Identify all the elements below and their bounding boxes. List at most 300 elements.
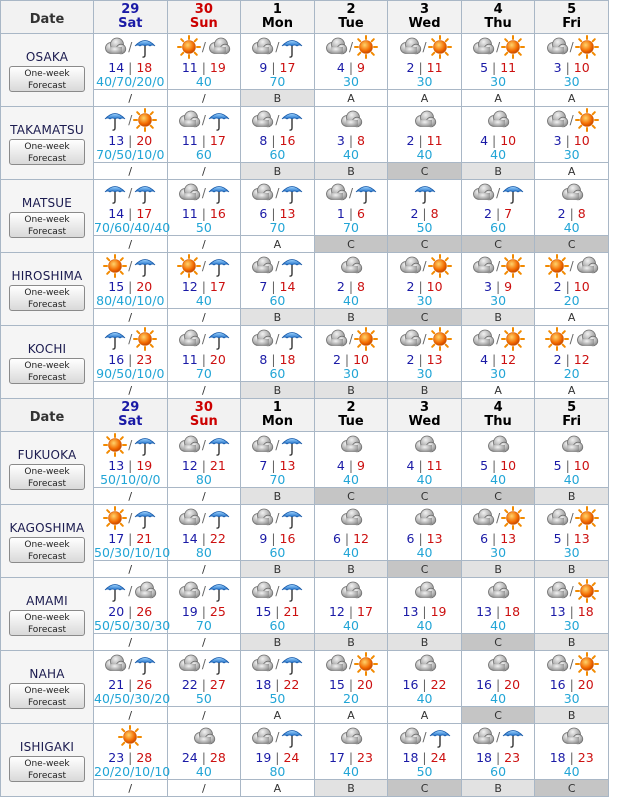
min-temperature: 14 — [181, 531, 198, 546]
reliability-cell: / — [94, 163, 168, 180]
temperature — [315, 352, 388, 367]
precipitation-probability: 40 — [563, 220, 580, 235]
min-temperature: 13 — [108, 458, 125, 473]
cloud-icon — [545, 580, 569, 602]
min-temperature: 5 — [553, 458, 562, 473]
max-temperature: 26 — [136, 677, 153, 692]
weather-icons — [535, 326, 608, 352]
precipitation-probability: 40/50/30/20 — [94, 691, 171, 706]
weather-icons — [388, 34, 461, 60]
icon-separator: / — [128, 113, 133, 127]
precipitation-probability: 40 — [195, 74, 212, 89]
day-forecast-cell — [94, 578, 171, 634]
reliability-cell: A — [461, 90, 535, 107]
reliability-cell: B — [535, 634, 609, 651]
weather-icons — [168, 578, 241, 604]
button-line-1: One-week — [24, 685, 70, 696]
day-forecast-cell — [94, 432, 168, 488]
region-name: NAHA — [29, 666, 65, 681]
temperature-separator: | — [418, 206, 431, 221]
one-week-forecast-button[interactable] — [9, 464, 85, 490]
max-temperature: 23 — [504, 750, 521, 765]
min-temperature: 4 — [336, 458, 345, 473]
region-row — [1, 180, 609, 236]
weather-icons — [462, 505, 535, 531]
day-forecast-cell — [241, 107, 315, 163]
one-week-forecast-button[interactable] — [9, 285, 85, 311]
umbrella-icon — [280, 579, 304, 603]
reliability-cell: C — [461, 707, 535, 724]
forecast-body — [1, 1, 609, 797]
umbrella-icon — [280, 327, 304, 351]
min-temperature: 18 — [476, 750, 492, 765]
precipitation-probability: 50 — [195, 691, 212, 706]
day-forecast-cell — [94, 253, 168, 309]
weather-icons — [315, 505, 388, 531]
day-forecast-cell — [314, 578, 388, 634]
cloud-icon — [339, 507, 363, 529]
button-line-2: Forecast — [27, 478, 67, 489]
min-temperature: 11 — [181, 206, 198, 221]
temperature-separator: | — [344, 750, 358, 765]
sun-icon — [575, 652, 599, 676]
icon-separator: / — [569, 40, 574, 54]
precipitation-probability: 30 — [490, 366, 507, 381]
temperature-separator: | — [414, 60, 427, 75]
day-forecast-cell — [461, 724, 535, 780]
cloud-icon — [560, 182, 584, 204]
region-cell — [1, 253, 94, 326]
max-temperature: 21 — [209, 458, 226, 473]
reliability-cell: B — [314, 780, 388, 797]
weather-icons — [535, 651, 608, 677]
precipitation-probability: 30 — [563, 618, 580, 633]
reliability-cell: C — [388, 561, 462, 578]
precipitation-probability: 50/30/10/10 — [94, 545, 171, 560]
min-temperature: 17 — [328, 750, 345, 765]
weather-icons — [462, 326, 535, 352]
sun-icon — [133, 327, 157, 351]
temperature — [388, 60, 461, 75]
max-temperature: 24 — [430, 750, 447, 765]
weather-icons — [462, 578, 535, 604]
reliability-cell: B — [461, 309, 535, 326]
reliability-cell: / — [167, 163, 241, 180]
one-week-forecast-button[interactable] — [9, 66, 85, 92]
sun-icon — [354, 327, 378, 351]
day-forecast-cell — [167, 107, 241, 163]
temperature — [315, 206, 388, 221]
one-week-forecast-button[interactable] — [9, 756, 85, 782]
max-temperature: 13 — [279, 458, 296, 473]
day-forecast-cell — [94, 651, 171, 707]
icon-separator: / — [422, 332, 427, 346]
day-forecast-cell — [535, 326, 609, 382]
cloud-icon — [398, 255, 422, 277]
day-forecast-cell — [241, 578, 315, 634]
reliability-cell: C — [388, 780, 462, 797]
weather-icons — [241, 34, 314, 60]
precipitation-probability: 40 — [563, 764, 580, 779]
weather-icons — [535, 505, 608, 531]
reliability-cell: C — [388, 309, 462, 326]
reliability-cell: / — [94, 236, 168, 253]
temperature — [241, 458, 314, 473]
min-temperature: 16 — [108, 352, 125, 367]
cloud-icon — [177, 580, 201, 602]
temperature — [388, 531, 461, 546]
temperature — [94, 531, 167, 546]
day-forecast-cell — [535, 724, 609, 780]
temperature — [535, 60, 608, 75]
cloud-icon — [575, 328, 599, 350]
max-temperature: 12 — [353, 531, 369, 546]
weather-icons — [535, 432, 608, 458]
cloud-icon — [560, 726, 584, 748]
date-column-header — [241, 1, 315, 34]
day-forecast-cell — [461, 34, 535, 90]
sun-icon — [545, 327, 569, 351]
weather-icons — [315, 326, 388, 352]
weather-icons — [315, 724, 388, 750]
icon-separator: / — [275, 40, 280, 54]
weather-icons — [94, 505, 167, 531]
temperature-separator: | — [418, 750, 431, 765]
umbrella-icon — [207, 652, 231, 676]
umbrella-icon — [501, 725, 525, 749]
date-number: 29 — [121, 400, 140, 415]
temperature — [535, 279, 608, 294]
precipitation-probability: 70/50/10/0 — [96, 147, 165, 162]
weather-icons — [462, 253, 535, 279]
min-temperature: 18 — [549, 750, 566, 765]
cloud-icon — [324, 182, 348, 204]
icon-separator: / — [201, 438, 206, 452]
min-temperature: 13 — [476, 604, 492, 619]
weather-icons — [94, 253, 167, 279]
precipitation-probability: 80 — [195, 545, 212, 560]
max-temperature: 16 — [279, 133, 296, 148]
max-temperature: 10 — [353, 352, 369, 367]
reliability-cell: / — [167, 488, 241, 505]
precipitation-probability: 80 — [269, 764, 286, 779]
umbrella-icon — [280, 254, 304, 278]
temperature-separator: | — [561, 60, 574, 75]
min-temperature: 3 — [553, 133, 562, 148]
reliability-cell: B — [241, 488, 315, 505]
max-temperature: 20 — [357, 677, 373, 692]
weekday-name: Thu — [484, 414, 512, 429]
reliability-cell: B — [241, 90, 315, 107]
reliability-cell: A — [461, 382, 535, 399]
min-temperature: 18 — [255, 677, 272, 692]
temperature — [388, 458, 461, 473]
date-number: 30 — [194, 2, 213, 17]
temperature — [168, 604, 241, 619]
region-row — [1, 432, 609, 488]
temperature-separator: | — [124, 604, 137, 619]
precipitation-probability: 30 — [490, 293, 507, 308]
weather-icons — [462, 651, 535, 677]
weather-icons — [462, 34, 535, 60]
temperature-separator: | — [418, 677, 431, 692]
cloud-icon — [413, 653, 437, 675]
button-line-1: One-week — [24, 287, 70, 298]
weather-icons — [94, 34, 167, 60]
region-cell — [1, 578, 94, 651]
icon-separator: / — [569, 113, 574, 127]
temperature-separator: | — [124, 60, 137, 75]
reliability-cell: C — [388, 236, 462, 253]
date-header-row — [1, 1, 609, 34]
button-line-1: One-week — [24, 360, 70, 371]
min-temperature: 5 — [553, 531, 562, 546]
icon-separator: / — [201, 657, 206, 671]
day-forecast-cell — [241, 651, 315, 707]
min-temperature: 17 — [108, 531, 125, 546]
weather-icons — [388, 505, 461, 531]
min-temperature: 6 — [259, 206, 268, 221]
umbrella-icon — [133, 181, 157, 205]
day-forecast-cell — [167, 253, 241, 309]
min-temperature: 15 — [255, 604, 272, 619]
day-forecast-cell — [535, 432, 609, 488]
max-temperature: 10 — [426, 279, 443, 294]
region-row — [1, 34, 609, 90]
sun-icon — [177, 254, 201, 278]
temperature — [462, 133, 535, 148]
precipitation-probability: 40 — [416, 472, 433, 487]
min-temperature: 15 — [328, 677, 345, 692]
reliability-cell: C — [314, 236, 388, 253]
reliability-cell: / — [167, 780, 241, 797]
temperature — [168, 531, 241, 546]
one-week-forecast-button[interactable] — [9, 212, 85, 238]
button-line-1: One-week — [24, 758, 70, 769]
max-temperature: 18 — [504, 604, 521, 619]
day-forecast-cell — [388, 326, 462, 382]
cloud-icon — [339, 255, 363, 277]
min-temperature: 3 — [336, 133, 345, 148]
precipitation-probability: 60 — [269, 293, 286, 308]
one-week-forecast-button[interactable] — [9, 683, 85, 709]
region-cell — [1, 505, 94, 578]
temperature — [94, 60, 167, 75]
day-forecast-cell — [167, 34, 241, 90]
precipitation-probability: 70 — [195, 618, 212, 633]
temperature — [168, 133, 241, 148]
umbrella-icon — [103, 108, 127, 132]
reliability-cell: B — [314, 561, 388, 578]
reliability-cell: / — [167, 236, 241, 253]
cloud-icon — [250, 36, 274, 58]
temperature-separator: | — [414, 458, 427, 473]
min-temperature: 12 — [181, 279, 198, 294]
date-label: Date — [29, 11, 65, 27]
weather-icons — [94, 107, 167, 133]
max-temperature: 13 — [573, 531, 590, 546]
icon-separator: / — [496, 730, 501, 744]
icon-separator: / — [569, 657, 574, 671]
max-temperature: 22 — [430, 677, 447, 692]
region-row — [1, 651, 609, 707]
temperature — [168, 206, 241, 221]
precipitation-probability: 30 — [563, 74, 580, 89]
temperature-separator: | — [197, 352, 210, 367]
cloud-icon — [324, 328, 348, 350]
cloud-icon — [250, 328, 274, 350]
sun-icon — [118, 725, 142, 749]
day-forecast-cell — [461, 326, 535, 382]
cloud-icon — [471, 36, 495, 58]
reliability-cell: C — [388, 488, 462, 505]
day-forecast-cell — [314, 724, 388, 780]
reliability-cell: C — [314, 488, 388, 505]
max-temperature: 13 — [500, 531, 517, 546]
cloud-icon — [486, 109, 510, 131]
min-temperature: 14 — [108, 60, 125, 75]
max-temperature: 12 — [573, 352, 590, 367]
max-temperature: 17 — [209, 133, 226, 148]
max-temperature: 26 — [136, 604, 153, 619]
weekday-name: Tue — [338, 414, 364, 429]
sun-icon — [177, 35, 201, 59]
temperature-separator: | — [561, 531, 574, 546]
temperature — [535, 604, 608, 619]
temperature — [535, 352, 608, 367]
sun-icon — [501, 506, 525, 530]
precipitation-probability: 40 — [343, 472, 359, 487]
icon-separator: / — [348, 40, 353, 54]
cloud-icon — [103, 653, 127, 675]
max-temperature: 18 — [136, 60, 153, 75]
weather-icons — [94, 578, 167, 604]
temperature — [94, 458, 167, 473]
precipitation-probability: 30 — [343, 366, 359, 381]
max-temperature: 8 — [357, 279, 365, 294]
day-forecast-cell — [241, 505, 315, 561]
temperature — [168, 60, 241, 75]
reliability-cell: A — [535, 163, 609, 180]
sun-icon — [501, 35, 525, 59]
weather-icons — [388, 326, 461, 352]
reliability-cell: A — [241, 236, 315, 253]
date-number: 4 — [493, 400, 503, 415]
reliability-cell: B — [388, 382, 462, 399]
min-temperature: 2 — [336, 279, 345, 294]
temperature — [315, 60, 388, 75]
weather-icons — [315, 253, 388, 279]
reliability-cell: A — [314, 90, 388, 107]
max-temperature: 13 — [279, 206, 296, 221]
weather-icons — [388, 724, 461, 750]
region-row — [1, 505, 609, 561]
temperature-separator: | — [492, 677, 505, 692]
temperature-separator: | — [271, 604, 284, 619]
icon-separator: / — [569, 259, 574, 273]
reliability-cell: / — [94, 309, 168, 326]
weekday-name: Fri — [562, 16, 582, 31]
one-week-forecast-button[interactable] — [9, 358, 85, 384]
weather-icons — [94, 432, 167, 458]
precipitation-probability: 30 — [563, 147, 580, 162]
region-row — [1, 107, 609, 163]
reliability-cell: B — [314, 163, 388, 180]
one-week-forecast-button[interactable] — [9, 139, 85, 165]
umbrella-icon — [103, 327, 127, 351]
precipitation-probability: 70 — [195, 366, 212, 381]
temperature-separator: | — [124, 458, 137, 473]
icon-separator: / — [496, 259, 501, 273]
temperature-separator: | — [267, 531, 280, 546]
min-temperature: 7 — [259, 458, 268, 473]
temperature — [94, 677, 167, 692]
reliability-cell: A — [388, 707, 462, 724]
max-temperature: 10 — [573, 133, 590, 148]
min-temperature: 22 — [181, 677, 198, 692]
precipitation-probability: 70 — [269, 74, 286, 89]
region-cell — [1, 180, 94, 253]
temperature-separator: | — [344, 279, 358, 294]
region-row — [1, 326, 609, 382]
temperature-separator: | — [267, 352, 280, 367]
date-column-header — [94, 1, 168, 34]
min-temperature: 2 — [406, 279, 415, 294]
temperature-separator: | — [344, 604, 358, 619]
precipitation-probability: 40 — [416, 147, 433, 162]
max-temperature: 7 — [504, 206, 513, 221]
day-forecast-cell — [535, 107, 609, 163]
temperature-separator: | — [197, 677, 210, 692]
temperature — [315, 604, 388, 619]
max-temperature: 12 — [500, 352, 517, 367]
cloud-icon — [413, 109, 437, 131]
min-temperature: 14 — [108, 206, 125, 221]
one-week-forecast-button[interactable] — [9, 537, 85, 563]
cloud-icon — [192, 726, 216, 748]
precipitation-probability: 40 — [490, 472, 507, 487]
reliability-cell: B — [241, 561, 315, 578]
temperature — [315, 458, 388, 473]
day-forecast-cell — [241, 34, 315, 90]
min-temperature: 2 — [406, 60, 415, 75]
temperature-separator: | — [267, 133, 280, 148]
temperature — [535, 677, 608, 692]
sun-icon — [103, 254, 127, 278]
day-forecast-cell — [167, 724, 241, 780]
temperature-separator: | — [197, 206, 210, 221]
temperature — [168, 750, 241, 765]
reliability-cell: B — [388, 634, 462, 651]
cloud-icon — [207, 36, 231, 58]
max-temperature: 10 — [573, 458, 590, 473]
precipitation-probability: 40 — [416, 618, 433, 633]
cloud-icon — [177, 653, 201, 675]
umbrella-icon — [207, 254, 231, 278]
max-temperature: 11 — [426, 133, 443, 148]
weather-icons — [241, 107, 314, 133]
button-line-1: One-week — [24, 539, 70, 550]
one-week-forecast-button[interactable] — [9, 610, 85, 636]
button-line-2: Forecast — [27, 551, 67, 562]
reliability-cell: / — [94, 780, 168, 797]
max-temperature: 17 — [209, 279, 226, 294]
icon-separator: / — [275, 730, 280, 744]
reliability-cell: B — [241, 163, 315, 180]
weekday-name: Sun — [189, 414, 218, 429]
precipitation-probability: 30 — [490, 74, 507, 89]
temperature — [94, 279, 167, 294]
